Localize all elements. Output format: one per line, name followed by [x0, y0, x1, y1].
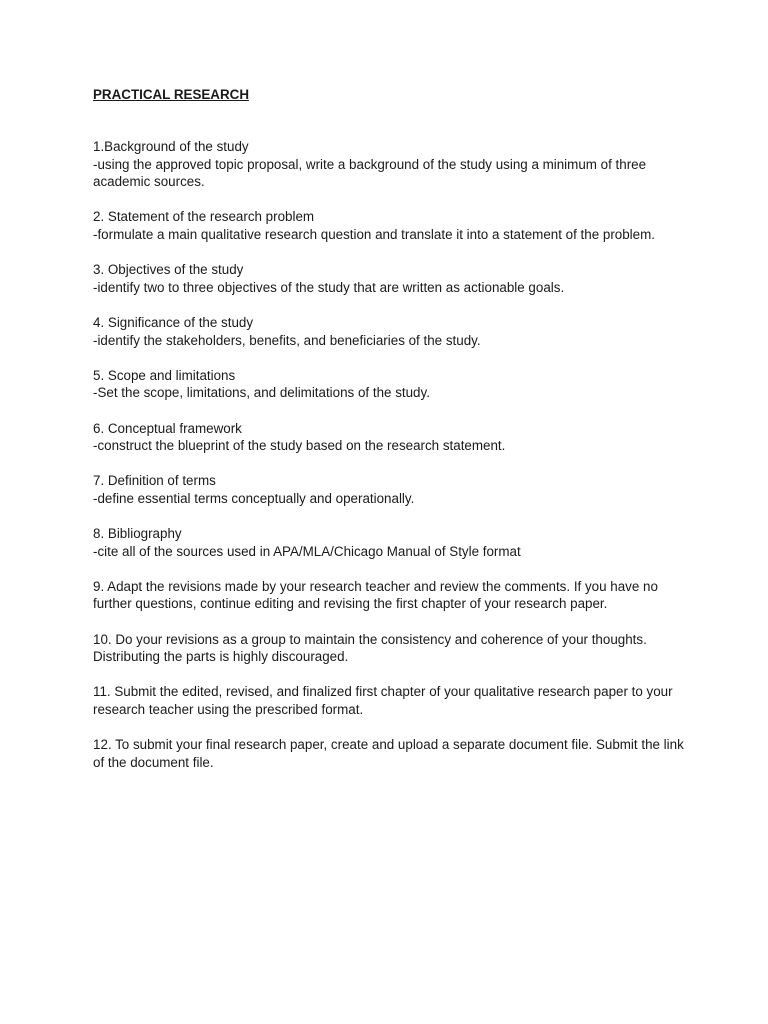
item-detail: -identify the stakeholders, benefits, and beneficiaries of the study.: [93, 332, 481, 348]
item-heading: 8. Bibliography: [93, 526, 182, 542]
item-detail: -identify two to three objectives of the study that are written as actionable goals.: [93, 279, 565, 295]
list-item-definitions: [93, 472, 693, 507]
item-heading: 2. Statement of the research problem: [93, 209, 315, 225]
list-item-group-work: [93, 631, 693, 666]
item-detail: -formulate a main qualitative research question and translate it into a statement of the problem.: [93, 226, 655, 242]
item-detail: -construct the blueprint of the study based on the research statement.: [93, 438, 506, 454]
list-item-significance: [93, 314, 693, 349]
list-item-submit-chapter: [93, 683, 693, 718]
item-heading: 5. Scope and limitations: [93, 367, 236, 383]
item-detail: -define essential terms conceptually and operationally.: [93, 490, 415, 506]
item-text: 9. Adapt the revisions made by your research teacher and review the comments. If you have no further questions, continue editing and revising the first chapter of your research paper.: [93, 578, 658, 612]
list-item-submit-final: [93, 736, 693, 771]
list-item-scope: [93, 367, 693, 402]
list-item-bibliography: [93, 525, 693, 560]
document-page: [93, 86, 693, 789]
list-item-framework: [93, 420, 693, 455]
item-heading: 6. Conceptual framework: [93, 420, 242, 436]
item-text: 12. To submit your final research paper, create and upload a separate document file. Submit the link of the document file.: [93, 737, 684, 770]
list-item-objectives: [93, 261, 693, 296]
item-text: 10. Do your revisions as a group to maintain the consistency and coherence of your thoughts. Distributing the parts is highly discouraged.: [93, 631, 647, 665]
item-detail: -Set the scope, limitations, and delimitations of the study.: [93, 385, 430, 401]
list-item-statement: [93, 208, 693, 243]
item-heading: 7. Definition of terms: [93, 473, 216, 489]
item-heading: 3. Objectives of the study: [93, 262, 244, 278]
item-detail: -cite all of the sources used in APA/MLA/Chicago Manual of Style format: [93, 543, 521, 559]
list-item-revisions: [93, 578, 693, 613]
item-text: 11. Submit the edited, revised, and finalized first chapter of your qualitative research paper to your research teacher using the prescribed format.: [93, 684, 673, 717]
document-title: PRACTICAL RESEARCH: [93, 87, 249, 102]
list-item-background: [93, 138, 693, 191]
item-heading: 1.Background of the study: [93, 139, 249, 154]
item-detail: -using the approved topic proposal, write a background of the study using a minimum of three academic sources.: [93, 156, 647, 190]
item-heading: 4. Significance of the study: [93, 314, 254, 330]
